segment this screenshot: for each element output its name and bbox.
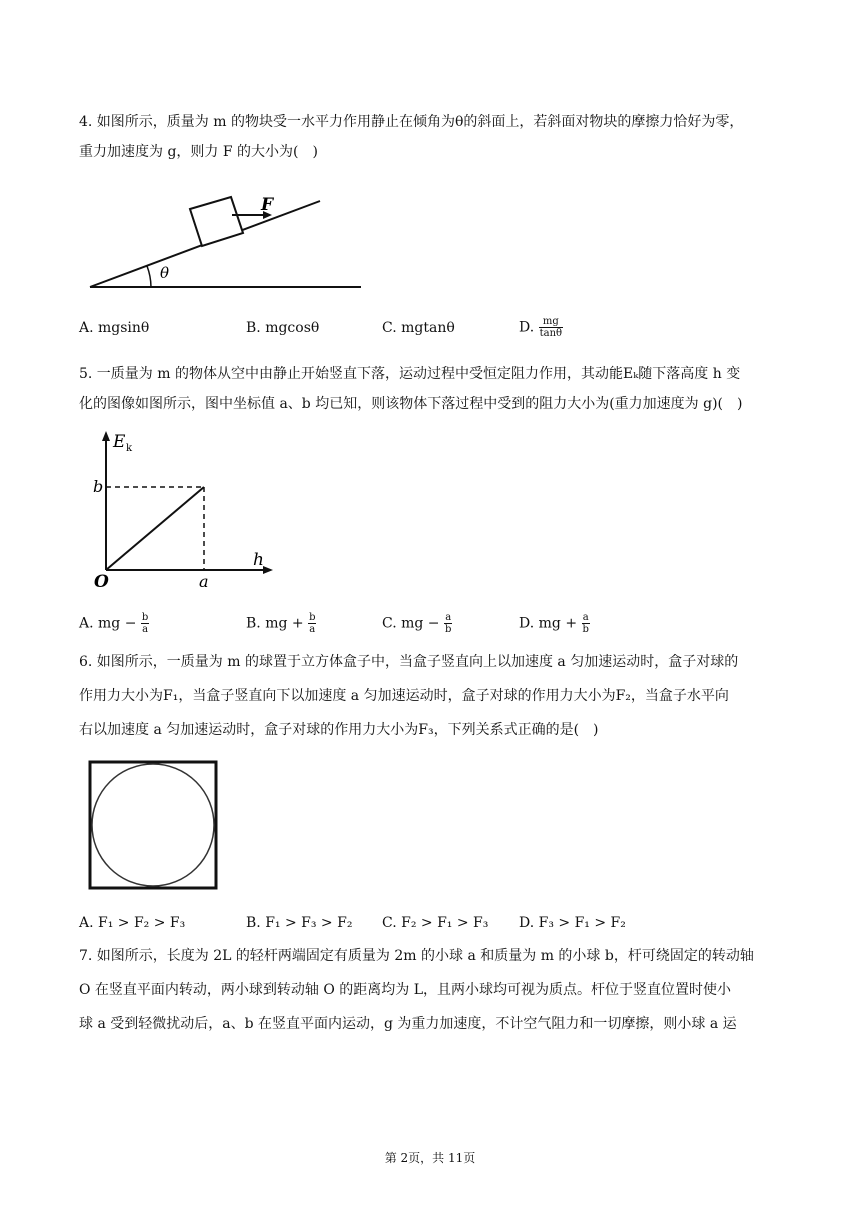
q5-option-b-den: a	[309, 624, 316, 635]
q5-option-c-fraction	[444, 612, 452, 635]
q4-option-d-num: mg	[539, 316, 563, 328]
q7-stem-line2: O 在竖直平面内转动，两小球到转动轴 O 的距离均为 L，且两小球均可视为质点。杆位于竖直位置时使小	[79, 982, 732, 998]
incline-figure	[80, 188, 370, 298]
page-footer: 第 2页，共 11页	[384, 1151, 476, 1165]
q5-option-c-num: a	[445, 612, 452, 623]
q5-option-b-prefix: B. mg +	[246, 615, 304, 632]
q5-option-d	[519, 612, 590, 635]
q6-option-b: B. F₁ > F₃ > F₂	[246, 915, 353, 931]
q5-option-b-num: b	[309, 612, 316, 623]
q5-option-d-den: b	[582, 624, 589, 635]
q6-stem-line1: 6. 如图所示，一质量为 m 的球置于立方体盒子中，当盒子竖直向上以加速度 a 匀加速运动时，盒子对球的	[79, 654, 739, 670]
q5-option-a-den: a	[142, 624, 149, 635]
angle-label: θ	[160, 264, 170, 282]
q5-option-b-fraction	[308, 612, 316, 635]
y-axis-label: E	[113, 432, 126, 452]
ek-h-graph	[85, 425, 285, 600]
q5-option-b	[246, 612, 316, 635]
block	[190, 197, 243, 246]
angle-arc	[147, 266, 151, 287]
q5-option-c	[382, 612, 452, 635]
q5-option-a-prefix: A. mg −	[79, 615, 137, 632]
q4-stem-line1: 4. 如图所示，质量为 m 的物块受一水平力作用静止在倾角为θ的斜面上，若斜面对物块的摩擦力恰好为零，	[79, 114, 744, 130]
y-axis-arrow	[102, 431, 110, 441]
a-label: a	[199, 572, 209, 591]
q4-option-d-fraction	[539, 316, 563, 339]
q5-option-c-den: b	[444, 624, 452, 635]
q5-option-a-fraction	[141, 612, 149, 635]
q4-option-d-den: tanθ	[539, 328, 563, 339]
q5-stem-line2: 化的图像如图所示，图中坐标值 a、b 均已知，则该物体下落过程中受到的阻力大小为(重力加速度为 g)( )	[79, 396, 743, 412]
q6-stem-line2: 作用力大小为F₁，当盒子竖直向下以加速度 a 匀加速运动时，盒子对球的作用力大小为F₂，当盒子水平向	[79, 688, 729, 704]
q5-option-c-prefix: C. mg −	[382, 615, 440, 632]
q5-option-d-fraction	[582, 612, 590, 635]
q5-option-a	[79, 612, 149, 635]
y-axis-label-sub: k	[126, 443, 133, 454]
cube-box	[90, 762, 216, 888]
q4-option-d-label: D.	[519, 319, 535, 336]
origin-label: O	[94, 572, 109, 592]
q4-option-b: B. mgcosθ	[246, 320, 320, 336]
b-label: b	[93, 477, 104, 496]
q6-option-d: D. F₃ > F₁ > F₂	[519, 915, 626, 931]
q5-option-d-num: a	[582, 612, 589, 623]
x-axis-arrow	[263, 566, 273, 574]
q4-stem-line2: 重力加速度为 g，则力 F 的大小为( )	[79, 144, 318, 160]
q7-stem-line1: 7. 如图所示，长度为 2L 的轻杆两端固定有质量为 2m 的小球 a 和质量为 m 的小球 b，杆可绕固定的转动轴	[79, 948, 754, 964]
q5-option-a-num: b	[141, 612, 149, 623]
q4-option-d	[519, 316, 563, 339]
q6-stem-line3: 右以加速度 a 匀加速运动时，盒子对球的作用力大小为F₃，下列关系式正确的是( )	[79, 722, 599, 738]
q6-option-a: A. F₁ > F₂ > F₃	[79, 915, 186, 931]
q4-option-a: A. mgsinθ	[79, 320, 150, 336]
q6-option-c: C. F₂ > F₁ > F₃	[382, 915, 489, 931]
q4-option-c: C. mgtanθ	[382, 320, 455, 336]
q5-option-d-prefix: D. mg +	[519, 615, 578, 632]
q7-stem-line3: 球 a 受到轻微扰动后，a、b 在竖直平面内运动，g 为重力加速度，不计空气阻力和一切摩擦，则小球 a 运	[79, 1016, 737, 1032]
force-label: F	[261, 195, 274, 215]
q5-stem-line1: 5. 一质量为 m 的物体从空中由静止开始竖直下落，运动过程中受恒定阻力作用，其动能Eₖ随下落高度 h 变	[79, 366, 741, 382]
box-ball-figure	[88, 760, 220, 892]
x-axis-label: h	[253, 550, 264, 570]
ek-line	[106, 487, 204, 570]
